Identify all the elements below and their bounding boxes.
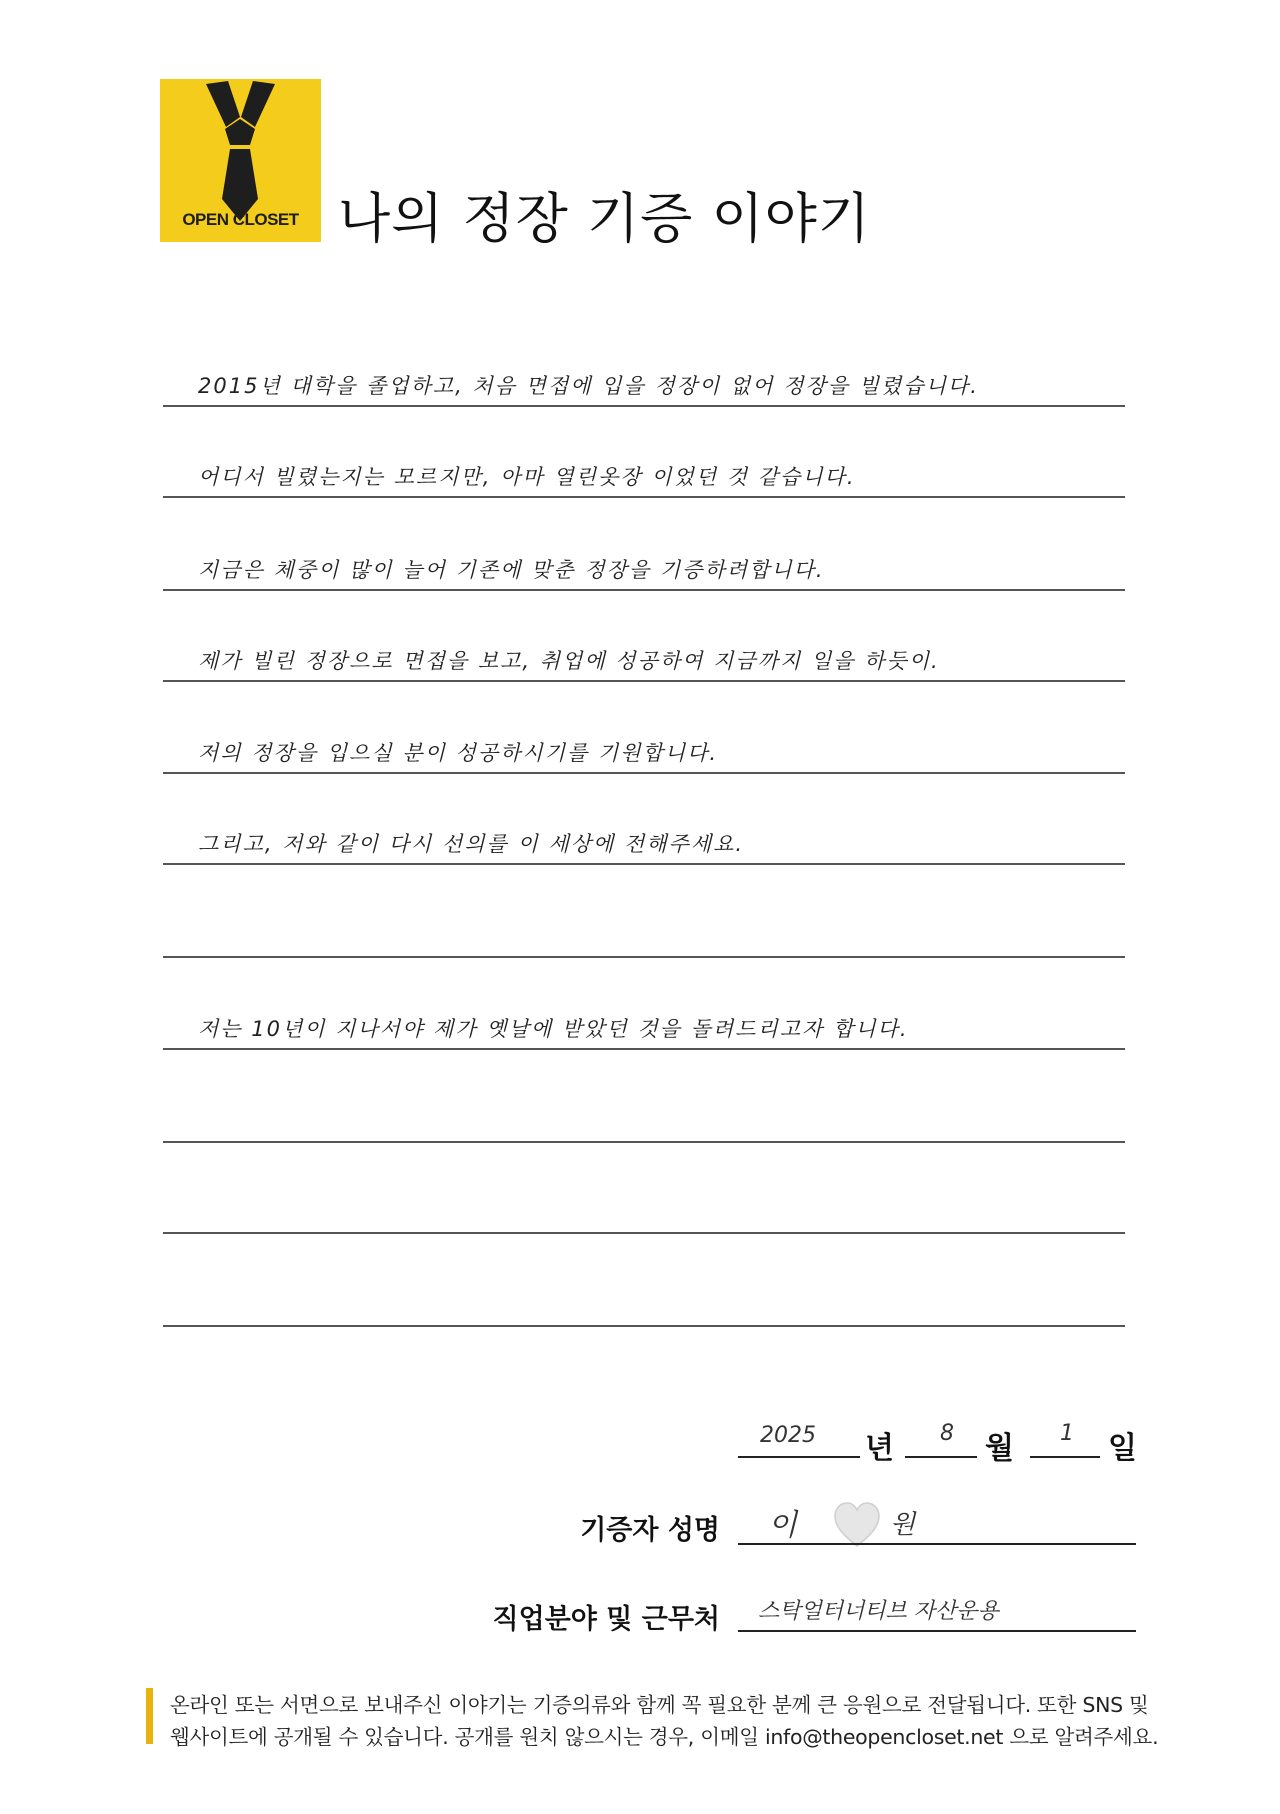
year-line xyxy=(738,1456,860,1458)
story-line: 2015년 대학을 졸업하고, 처음 면접에 입을 정장이 없어 정장을 빌렸습니다. xyxy=(198,374,979,398)
donor-name-first: 이 xyxy=(768,1508,797,1543)
ruled-line xyxy=(163,405,1125,407)
job-label: 직업분야 및 근무처 xyxy=(492,1604,720,1635)
donor-line xyxy=(738,1543,1136,1545)
page-title: 나의 정장 기증 이야기 xyxy=(338,187,871,250)
ruled-line xyxy=(163,1141,1125,1143)
ruled-line xyxy=(163,680,1125,682)
job-value: 스탁얼터너티브 자산운용 xyxy=(758,1599,999,1624)
date-day: 1 xyxy=(1060,1421,1074,1446)
ruled-line xyxy=(163,956,1125,958)
footer-text-line1: 온라인 또는 서면으로 보내주신 이야기는 기증의류와 함께 꼭 필요한 분께 큰 응원으로 전달됩니다. 또한 SNS 및 xyxy=(170,1693,1149,1717)
date-month: 8 xyxy=(940,1421,954,1446)
story-line: 지금은 체중이 많이 늘어 기존에 맞춘 정장을 기증하려합니다. xyxy=(198,558,825,582)
footer-text-line2: 웹사이트에 공개될 수 있습니다. 공개를 원치 않으시는 경우, 이메일 info@theopencloset.net 으로 알려주세요. xyxy=(170,1725,1159,1749)
logo-text: OPEN CLOSET xyxy=(182,210,299,229)
ruled-line xyxy=(163,772,1125,774)
ruled-line xyxy=(163,1325,1125,1327)
ruled-line xyxy=(163,1048,1125,1050)
month-unit: 월 xyxy=(985,1431,1014,1466)
ruled-line xyxy=(163,863,1125,865)
year-unit: 년 xyxy=(865,1431,894,1466)
donor-name-last: 원 xyxy=(890,1510,916,1540)
donor-label: 기증자 성명 xyxy=(580,1515,720,1546)
footer-accent-bar xyxy=(146,1688,153,1744)
story-line: 그리고, 저와 같이 다시 선의를 이 세상에 전해주세요. xyxy=(198,832,745,856)
story-line: 제가 빌린 정장으로 면접을 보고, 취업에 성공하여 지금까지 일을 하듯이. xyxy=(198,649,940,673)
day-unit: 일 xyxy=(1108,1431,1137,1466)
story-line: 저는 10년이 지나서야 제가 옛날에 받았던 것을 돌려드리고자 합니다. xyxy=(198,1017,909,1041)
ruled-line xyxy=(163,589,1125,591)
story-line: 저의 정장을 입으실 분이 성공하시기를 기원합니다. xyxy=(198,741,719,765)
story-line: 어디서 빌렸는지는 모르지만, 아마 열린옷장 이었던 것 같습니다. xyxy=(198,465,856,489)
date-year: 2025 xyxy=(760,1423,816,1448)
month-line xyxy=(905,1456,977,1458)
ruled-line xyxy=(163,1232,1125,1234)
open-closet-logo xyxy=(160,79,321,242)
job-line xyxy=(738,1630,1136,1632)
day-line xyxy=(1030,1456,1100,1458)
ruled-line xyxy=(163,496,1125,498)
